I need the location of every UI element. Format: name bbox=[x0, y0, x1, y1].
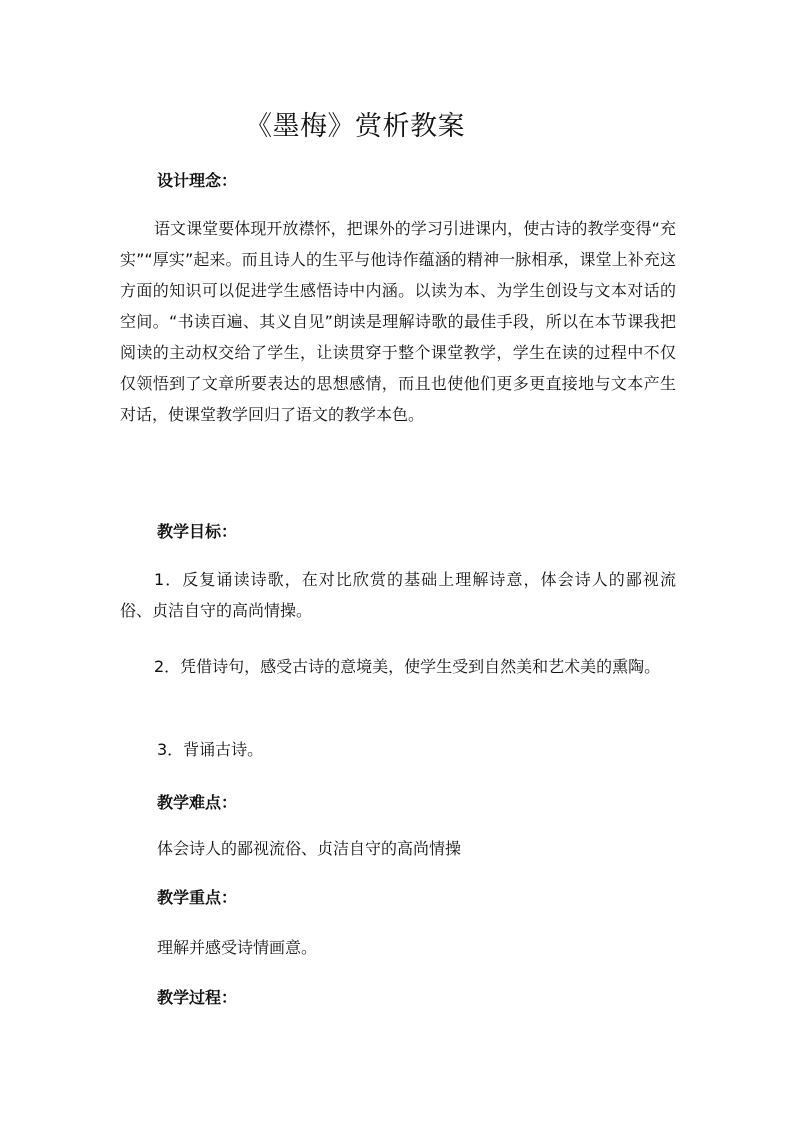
document-title: 《墨梅》赏析教案 bbox=[245, 111, 465, 142]
goals-heading: 教学目标： bbox=[157, 522, 238, 541]
design-heading: 设计理念： bbox=[157, 171, 238, 190]
focus-heading: 教学重点： bbox=[157, 888, 238, 907]
goal-item-1: 1．反复诵读诗歌，在对比欣赏的基础上理解诗意，体会诗人的鄙视流俗、贞洁自守的高尚情操。 bbox=[120, 570, 676, 620]
difficulty-heading: 教学难点： bbox=[157, 793, 238, 812]
difficulty-text: 体会诗人的鄙视流俗、贞洁自守的高尚情操 bbox=[157, 839, 462, 858]
process-heading: 教学过程： bbox=[157, 988, 238, 1007]
design-paragraph: 语文课堂要体现开放襟怀，把课外的学习引进课内，使古诗的教学变得“充实”“厚实”起来。而且诗人的生平与他诗作蕴涵的精神一脉相承，课堂上补充这方面的知识可以促进学生感悟诗中内涵。以读为本、为学生创设与文本对话的空间。“书读百遍、其义自见”朗读是理解诗歌的最佳手段，所以在本节课我把阅读的主动权交给了学生，让读贯穿于整个课堂教学，学生在读的过程中不仅仅领悟到了文章所要表达的思想感情，而且也使他们更多更直接地与文本产生对话，使课堂教学回归了语文的教学本色。 bbox=[120, 219, 676, 424]
goal-item-2: 2．凭借诗句，感受古诗的意境美，使学生受到自然美和艺术美的熏陶。 bbox=[154, 657, 661, 676]
goal-item-3: 3．背诵古诗。 bbox=[157, 740, 264, 759]
focus-text: 理解并感受诗情画意。 bbox=[157, 938, 318, 957]
